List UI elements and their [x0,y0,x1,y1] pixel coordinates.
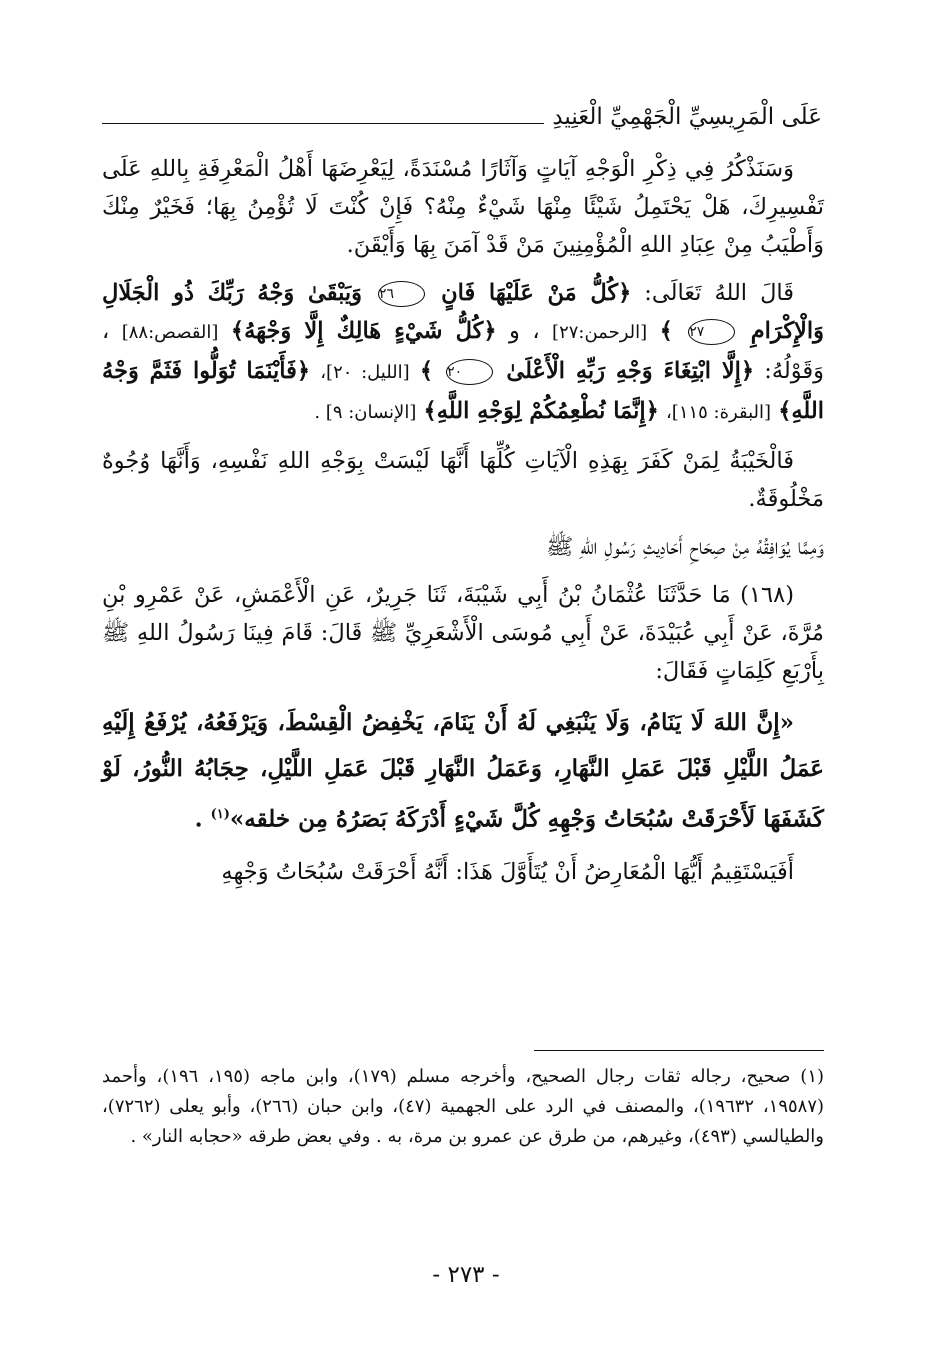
main-text [102,150,824,901]
verse-baqarah-115: ﴿فَأَيْنَمَا تُوَلُّوا فَثَمَّ وَجْهُ اللَّهِ﴾ [102,358,824,424]
verse-qasas-88: ﴿كُلُّ شَيْءٍ هَالِكٌ إِلَّا وَجْهَهُ﴾ [230,318,497,344]
header-rule [102,123,544,124]
ayah-number-marker: ٢٦ [378,281,425,307]
paragraph-hadith-matn [102,700,824,843]
verse-rahman-27: وَيَبْقَىٰ وَجْهُ رَبِّكَ ذُو الْجَلَالِ وَالْإِكْرَامِ [102,280,825,344]
verse-rahman-26: ﴿كُلُّ مَنْ عَلَيْهَا فَانٍ [441,280,632,306]
paragraph-conclusion: فَالْخَيْبَةُ لِمَنْ كَفَرَ بِهَذِهِ الْآيَاتِ كُلِّهَا أَنَّهَا لَيْسَتْ بِوَجْهِ اللهِ نَفْسِهِ، وَأَنَّهَا وُجُوهٌ مَخْلُوقَةٌ. [102,448,824,512]
verse-reference: [البقرة: ١١٥]، [665,402,772,423]
footnote-separator [534,1050,824,1051]
verse-reference: [القصص:٨٨] [121,322,219,343]
paragraph-verses [102,274,824,432]
paragraph-question: أَفَيَسْتَقِيمُ أَيُّهَا الْمُعَارِضُ أَنْ يُتَأَوَّلَ هَذَا: أَنَّهُ أَحْرَقَتْ سُبُحَاتُ وَجْهِهِ [221,858,794,885]
conjunction: ، و [509,318,540,344]
verse-reference: [الليل: ٢٠]، [320,362,410,383]
running-title: عَلَى الْمَرِيسِيِّ الْجَهْمِيِّ الْعَنِيدِ [552,104,822,130]
footnotes [102,1062,824,1152]
verse-insan-9: ﴿إِنَّمَا نُطْعِمُكُمْ لِوَجْهِ اللَّهِ﴾ [423,398,659,424]
verse-close-bracket: ﴾ [419,358,434,384]
footnote-marker: (١) [210,807,230,822]
running-header [102,96,822,130]
paragraph-isnad: (١٦٨) مَا حَدَّثَنَا عُثْمَانُ بْنُ أَبِي شَيْبَةَ، ثَنَا جَرِيرٌ، عَنِ الْأَعْمَشِ، عَنْ عَمْرِو بْنِ مُرَّةَ، عَنْ أَبِي عُبَيْدَةَ، عَنْ أَبِي مُوسَى الْأَشْعَرِيِّ ﷺ قَالَ: قَامَ فِينَا رَسُولُ اللهِ ﷺ بِأَرْبَعِ كَلِمَاتٍ فَقَالَ: [102,582,824,684]
verse-reference: [الإنسان: ٩] . [314,402,417,423]
footnote-1: (١) صحيح، رجاله ثقات رجال الصحيح، وأخرجه مسلم (١٧٩)، وابن ماجه (١٩٥، ١٩٦)، وأحمد (١٩٥٨٧، ١٩٦٣٢)، والمصنف في الرد على الجهمية (٤٧)، وابن حبان (٢٦٦)، وأبو يعلى (٧٢٦٢)، والطيالسي (٤٩٣)، وغيرهم، من طرق عن عمرو بن مرة، به . وفي بعض طرقه «حجابه النار» . [102,1066,825,1147]
hadith-text: «إِنَّ اللهَ لَا يَنَامُ، وَلَا يَنْبَغِي لَهُ أَنْ يَنَامَ، يَخْفِضُ الْقِسْطَ، وَيَرْفَعُهُ، يُرْفَعُ إِلَيْهِ عَمَلُ اللَّيْلِ قَبْلَ عَمَلِ النَّهَارِ، وَعَمَلُ النَّهَارِ قَبْلَ عَمَلِ اللَّيْلِ، حِجَابُهُ النُّورُ، لَوْ كَشَفَهَا لَأَحْرَقَتْ سُبُحَاتُ وَجْهِهِ كُلَّ شَيْءٍ أَدْرَكَهُ بَصَرُهُ مِن خلقه» [102,709,824,833]
paragraph-intro: وَسَنَذْكُرُ فِي ذِكْرِ الْوَجْهِ آيَاتٍ وَآثَارًا مُسْنَدَةً، لِيَعْرِضَهَا أَهْلُ الْمَعْرِفَةِ بِاللهِ عَلَى تَفْسِيرِكَ، هَلْ يَحْتَمِلُ شَيْئًا مِنْهَا شَيْءٌ مِنْهُ؟ فَإِنْ كُنْتَ لَا تُؤْمِنُ بِهَا؛ فَخَيْرٌ مِنْكَ وَأَطْيَبُ مِنْ عِبَادِ اللهِ الْمُؤْمِنِينَ مَنْ قَدْ آمَنَ بِهَا وَأَيْقَنَ. [102,156,824,258]
paragraph-hadith-heading: وَمِمَّا يُوَافِقُهُ مِنْ صِحَاحِ أَحَادِيثِ رَسُولِ اللهِ ﷺ [546,534,824,560]
verse-layl-20: ﴿إِلَّا ابْتِغَاءَ وَجْهِ رَبِّهِ الْأَعْلَىٰ [506,358,755,384]
conjunction: ، وَقَوْلُهُ: [102,318,824,384]
verse-reference: [الرحمن:٢٧] [552,322,648,343]
verses-intro: قَالَ اللهُ تَعَالَى: [644,280,795,306]
page-number: - ٢٧٣ - [432,1262,500,1288]
ayah-number-marker: ٢٧ [688,319,735,345]
ayah-number-marker: ٢٠ [446,359,493,385]
hadith-end-period: . [194,805,203,833]
verse-close-bracket: ﴾ [659,318,673,344]
